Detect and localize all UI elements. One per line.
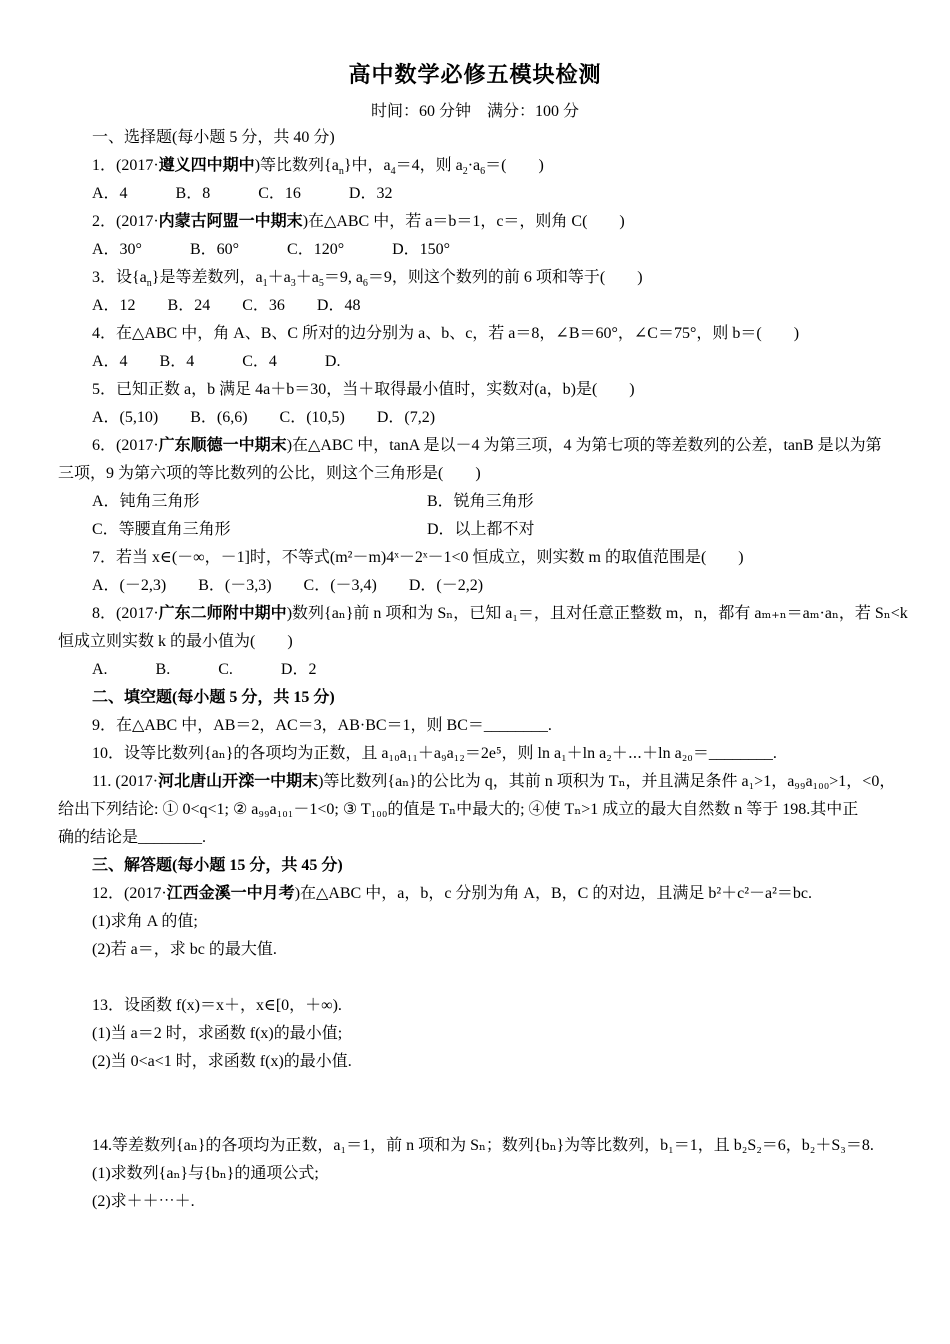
question-3: 3．设$\{a_n\}$是等差数列，$a_1+a_3+a_5=9$, $a_6=9$，则这个数列的前 6 项和等于( ) (92, 269, 643, 290)
question-8-options: A. B. C. D．2 (92, 661, 317, 678)
question-14: 14.等差数列{aₙ}的各项均为正数，a₁＝1，前 n 项和为 Sₙ；数列{bₙ}为等比数列，b₁＝1，且 b₂S₂＝6，b₂＋S₃＝8. (92, 1137, 874, 1154)
question-6-option-c: C．等腰直角三角形 (92, 521, 231, 538)
question-12: 12．(2017·江西金溪一中月考)在△ABC 中，a，b，c 分别为角 A，B，C 的对边，且满足 b²＋c²－a²＝bc. (92, 885, 813, 902)
question-4: 4．在△ABC 中，角 A、B、C 所对的边分别为 a、b、c，若 a＝8，∠B＝60°，∠C＝75°，则 b＝( ) (92, 325, 800, 342)
question-7: 7．若当 x∈(－∞，－1]时，不等式(m²－m)4ˣ－2ˣ－1<0 恒成立，则实数 m 的取值范围是( ) (92, 549, 744, 566)
question-2-options: A．30° B．60° C．120° D．150° (92, 241, 451, 258)
question-6-option-a: A．钝角三角形 (92, 493, 200, 510)
question-11-continued-2: 确的结论是________. (58, 829, 207, 846)
question-1: 1．(2017·遵义四中期中)等比数列$\{a_n\}$中，$a_4=4$，则 $a_2\cdot a_6=$( ) (92, 157, 544, 178)
question-14-part-2: (2)求＋＋⋯＋. (92, 1193, 195, 1210)
section-heading-solve: 三、解答题(每小题 15 分，共 45 分) (92, 857, 343, 874)
question-5: 5．已知正数 a，b 满足 4a＋b＝30，当＋取得最小值时，实数对(a，b)是( ) (92, 381, 635, 398)
question-6-option-d: D．以上都不对 (427, 521, 535, 538)
question-5-options: A．(5,10) B．(6,6) C．(10,5) D．(7,2) (92, 409, 436, 426)
question-13-part-1: (1)当 a＝2 时，求函数 f(x)的最小值; (92, 1025, 343, 1042)
section-heading-choice: 一、选择题(每小题 5 分，共 40 分) (92, 129, 335, 146)
exam-info: 时间：60 分钟 满分：100 分 (370, 103, 579, 120)
section-heading-fill: 二、填空题(每小题 5 分，共 15 分) (92, 689, 335, 706)
question-8-continued: 恒成立则实数 k 的最小值为( ) (58, 633, 293, 650)
question-4-options: A．4 B．4 C．4 D. (92, 353, 341, 370)
question-13-part-2: (2)当 0<a<1 时，求函数 f(x)的最小值. (92, 1053, 352, 1070)
question-1-options: A．4 B．8 C．16 D．32 (92, 185, 393, 202)
question-10: 10．设等比数列{aₙ}的各项均为正数，且 a₁₀a₁₁＋a₉a₁₂＝2e⁵，则 ln a₁＋ln a₂＋⋯＋ln a₂₀＝________. (92, 745, 777, 762)
question-3-options: A．12 B．24 C．36 D．48 (92, 297, 361, 314)
question-6: 6．(2017·广东顺德一中期末)在△ABC 中，tanA 是以－4 为第三项，4 为第七项的等差数列的公差，tanB 是以为第 (92, 437, 882, 454)
question-2: 2．(2017·内蒙古阿盟一中期末)在△ABC 中，若 a＝b＝1，c＝，则角 C( ) (92, 213, 625, 230)
question-14-part-1: (1)求数列{aₙ}与{bₙ}的通项公式; (92, 1165, 319, 1182)
question-13: 13．设函数 f(x)＝x＋，x∈[0，＋∞). (92, 997, 342, 1014)
question-11: 11. (2017·河北唐山开滦一中期末)等比数列{aₙ}的公比为 q，其前 n 项积为 Tₙ，并且满足条件 a₁>1，a₉₉a₁₀₀>1，<0， (92, 773, 896, 790)
question-8: 8．(2017·广东二师附中期中)数列{aₙ}前 n 项和为 Sₙ，已知 a₁＝，且对任意正整数 m，n，都有 aₘ₊ₙ＝aₘ·aₙ，若 Sₙ<k (92, 605, 908, 622)
question-11-continued: 给出下列结论: ① 0<q<1; ② a₉₉a₁₀₁－1<0; ③ T₁₀₀的值是 Tₙ中最大的; ④使 Tₙ>1 成立的最大自然数 n 等于 198.其中正 (58, 801, 859, 818)
question-9: 9．在△ABC 中，AB＝2，AC＝3，AB·BC＝1，则 BC＝________. (92, 717, 552, 734)
question-12-part-2: (2)若 a＝，求 bc 的最大值. (92, 941, 277, 958)
question-6-option-b: B．锐角三角形 (427, 493, 534, 510)
page-title: 高中数学必修五模块检测 (348, 63, 602, 88)
question-12-part-1: (1)求角 A 的值; (92, 913, 198, 930)
question-7-options: A．(－2,3) B．(－3,3) C．(－3,4) D．(－2,2) (92, 577, 484, 594)
question-6-continued: 三项，9 为第六项的等比数列的公比，则这个三角形是( ) (58, 465, 481, 482)
